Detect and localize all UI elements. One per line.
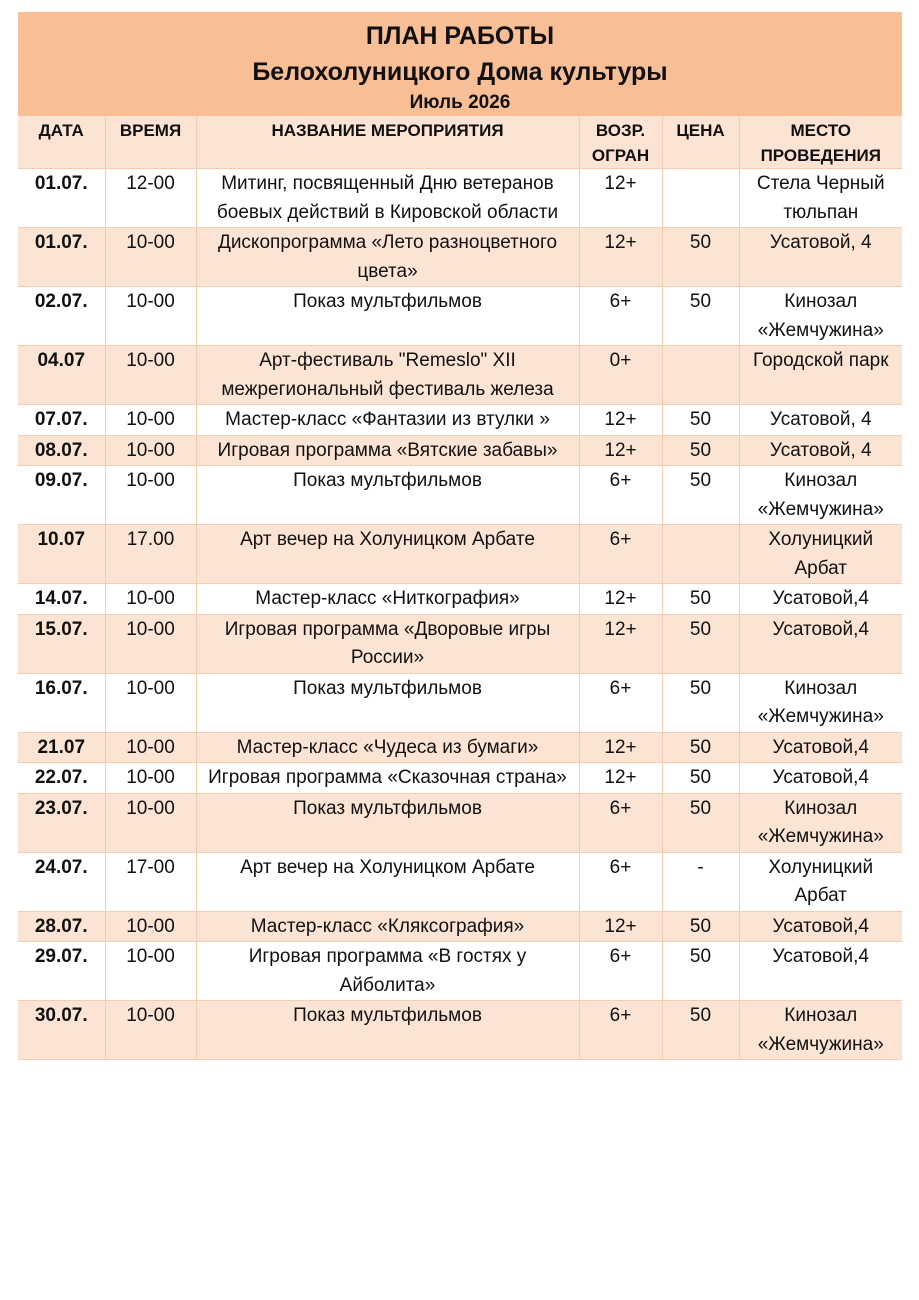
cell-event-name: Дископрограмма «Лето разноцветного цвета»	[196, 228, 579, 287]
cell-date: 28.07.	[18, 911, 105, 942]
cell-event-name: Мастер-класс «Чудеса из бумаги»	[196, 732, 579, 763]
cell-event-name: Игровая программа «Вятские забавы»	[196, 435, 579, 466]
column-header-name: НАЗВАНИЕ МЕРОПРИЯТИЯ	[196, 116, 579, 169]
cell-event-name: Игровая программа «В гостях у Айболита»	[196, 942, 579, 1001]
cell-event-name: Мастер-класс «Кляксография»	[196, 911, 579, 942]
cell-age-limit: 12+	[579, 614, 662, 673]
cell-date: 04.07	[18, 346, 105, 405]
cell-date: 02.07.	[18, 287, 105, 346]
cell-age-limit: 6+	[579, 673, 662, 732]
cell-price: 50	[662, 793, 739, 852]
cell-price: 50	[662, 466, 739, 525]
cell-date: 14.07.	[18, 584, 105, 615]
column-header-time: ВРЕМЯ	[105, 116, 196, 169]
organization-name: Белохолуницкого Дома культуры	[252, 58, 668, 86]
cell-price: 50	[662, 911, 739, 942]
cell-place: Усатовой, 4	[739, 405, 902, 436]
cell-date: 08.07.	[18, 435, 105, 466]
cell-event-name: Арт-фестиваль "Remeslo" XII межрегиональный фестиваль железа	[196, 346, 579, 405]
cell-age-limit: 12+	[579, 732, 662, 763]
column-header-date: ДАТА	[18, 116, 105, 169]
cell-age-limit: 12+	[579, 763, 662, 794]
month-label: Июль 2026	[409, 92, 511, 113]
cell-date: 21.07	[18, 732, 105, 763]
cell-place: Кинозал «Жемчужина»	[739, 793, 902, 852]
cell-date: 07.07.	[18, 405, 105, 436]
table-row	[18, 673, 902, 732]
cell-place: Кинозал «Жемчужина»	[739, 287, 902, 346]
cell-date: 29.07.	[18, 942, 105, 1001]
table-row	[18, 435, 902, 466]
cell-price: 50	[662, 405, 739, 436]
cell-time: 10-00	[105, 763, 196, 794]
title-block	[18, 12, 902, 116]
cell-date: 09.07.	[18, 466, 105, 525]
table-row	[18, 793, 902, 852]
table-row	[18, 525, 902, 584]
table-row	[18, 911, 902, 942]
table-row	[18, 346, 902, 405]
table-row	[18, 466, 902, 525]
cell-event-name: Игровая программа «Сказочная страна»	[196, 763, 579, 794]
document	[18, 12, 902, 1060]
cell-time: 10-00	[105, 466, 196, 525]
table-row	[18, 614, 902, 673]
cell-date: 01.07.	[18, 169, 105, 228]
cell-age-limit: 6+	[579, 287, 662, 346]
cell-price: 50	[662, 732, 739, 763]
table-row	[18, 763, 902, 794]
table-row	[18, 732, 902, 763]
header-row	[18, 116, 902, 169]
document-title: ПЛАН РАБОТЫ	[365, 22, 555, 50]
cell-place: Усатовой, 4	[739, 435, 902, 466]
cell-time: 10-00	[105, 228, 196, 287]
cell-time: 10-00	[105, 673, 196, 732]
cell-event-name: Митинг, посвященный Дню ветеранов боевых действий в Кировской области	[196, 169, 579, 228]
cell-price	[662, 346, 739, 405]
cell-event-name: Показ мультфильмов	[196, 673, 579, 732]
cell-time: 10-00	[105, 405, 196, 436]
cell-place: Городской парк	[739, 346, 902, 405]
cell-age-limit: 6+	[579, 942, 662, 1001]
cell-age-limit: 6+	[579, 852, 662, 911]
table-row	[18, 584, 902, 615]
table-row	[18, 405, 902, 436]
table-row	[18, 169, 902, 228]
cell-event-name: Показ мультфильмов	[196, 793, 579, 852]
cell-price	[662, 525, 739, 584]
cell-event-name: Арт вечер на Холуницком Арбате	[196, 525, 579, 584]
cell-price: 50	[662, 614, 739, 673]
cell-price: 50	[662, 435, 739, 466]
column-header-place: МЕСТО ПРОВЕДЕНИЯ	[739, 116, 902, 169]
cell-age-limit: 12+	[579, 584, 662, 615]
cell-time: 10-00	[105, 435, 196, 466]
cell-time: 10-00	[105, 942, 196, 1001]
cell-date: 10.07	[18, 525, 105, 584]
cell-time: 10-00	[105, 287, 196, 346]
table-row	[18, 287, 902, 346]
table-body	[18, 169, 902, 1060]
column-header-price: ЦЕНА	[662, 116, 739, 169]
cell-date: 22.07.	[18, 763, 105, 794]
cell-time: 17.00	[105, 525, 196, 584]
cell-time: 10-00	[105, 614, 196, 673]
cell-price: 50	[662, 584, 739, 615]
cell-price: 50	[662, 228, 739, 287]
cell-event-name: Показ мультфильмов	[196, 287, 579, 346]
cell-date: 01.07.	[18, 228, 105, 287]
cell-age-limit: 6+	[579, 525, 662, 584]
cell-price: 50	[662, 1001, 739, 1060]
cell-age-limit: 12+	[579, 911, 662, 942]
table-header	[18, 116, 902, 169]
cell-price: 50	[662, 673, 739, 732]
table-row	[18, 852, 902, 911]
cell-date: 23.07.	[18, 793, 105, 852]
table-row	[18, 1001, 902, 1060]
cell-place: Кинозал «Жемчужина»	[739, 673, 902, 732]
table-row	[18, 228, 902, 287]
cell-place: Усатовой,4	[739, 911, 902, 942]
cell-event-name: Мастер-класс «Фантазии из втулки »	[196, 405, 579, 436]
cell-price: -	[662, 852, 739, 911]
cell-place: Усатовой, 4	[739, 228, 902, 287]
cell-event-name: Мастер-класс «Ниткография»	[196, 584, 579, 615]
table-row	[18, 942, 902, 1001]
cell-age-limit: 6+	[579, 1001, 662, 1060]
events-table	[18, 116, 902, 1060]
cell-event-name: Игровая программа «Дворовые игры России»	[196, 614, 579, 673]
cell-date: 16.07.	[18, 673, 105, 732]
cell-time: 12-00	[105, 169, 196, 228]
cell-place: Холуницкий Арбат	[739, 525, 902, 584]
cell-place: Кинозал «Жемчужина»	[739, 466, 902, 525]
cell-price: 50	[662, 287, 739, 346]
cell-price: 50	[662, 942, 739, 1001]
cell-place: Усатовой,4	[739, 763, 902, 794]
cell-age-limit: 6+	[579, 793, 662, 852]
cell-place: Кинозал «Жемчужина»	[739, 1001, 902, 1060]
cell-price	[662, 169, 739, 228]
cell-age-limit: 12+	[579, 228, 662, 287]
cell-place: Холуницкий Арбат	[739, 852, 902, 911]
cell-place: Стела Черный тюльпан	[739, 169, 902, 228]
cell-time: 10-00	[105, 1001, 196, 1060]
cell-place: Усатовой,4	[739, 614, 902, 673]
cell-event-name: Показ мультфильмов	[196, 1001, 579, 1060]
cell-age-limit: 6+	[579, 466, 662, 525]
cell-date: 15.07.	[18, 614, 105, 673]
cell-place: Усатовой,4	[739, 584, 902, 615]
cell-time: 10-00	[105, 793, 196, 852]
cell-time: 10-00	[105, 346, 196, 405]
cell-date: 30.07.	[18, 1001, 105, 1060]
column-header-age: ВОЗР. ОГРАН	[579, 116, 662, 169]
cell-age-limit: 12+	[579, 405, 662, 436]
cell-age-limit: 0+	[579, 346, 662, 405]
cell-event-name: Арт вечер на Холуницком Арбате	[196, 852, 579, 911]
cell-time: 10-00	[105, 911, 196, 942]
cell-time: 17-00	[105, 852, 196, 911]
cell-place: Усатовой,4	[739, 732, 902, 763]
cell-price: 50	[662, 763, 739, 794]
cell-place: Усатовой,4	[739, 942, 902, 1001]
cell-event-name: Показ мультфильмов	[196, 466, 579, 525]
cell-time: 10-00	[105, 732, 196, 763]
cell-age-limit: 12+	[579, 435, 662, 466]
cell-time: 10-00	[105, 584, 196, 615]
cell-date: 24.07.	[18, 852, 105, 911]
cell-age-limit: 12+	[579, 169, 662, 228]
